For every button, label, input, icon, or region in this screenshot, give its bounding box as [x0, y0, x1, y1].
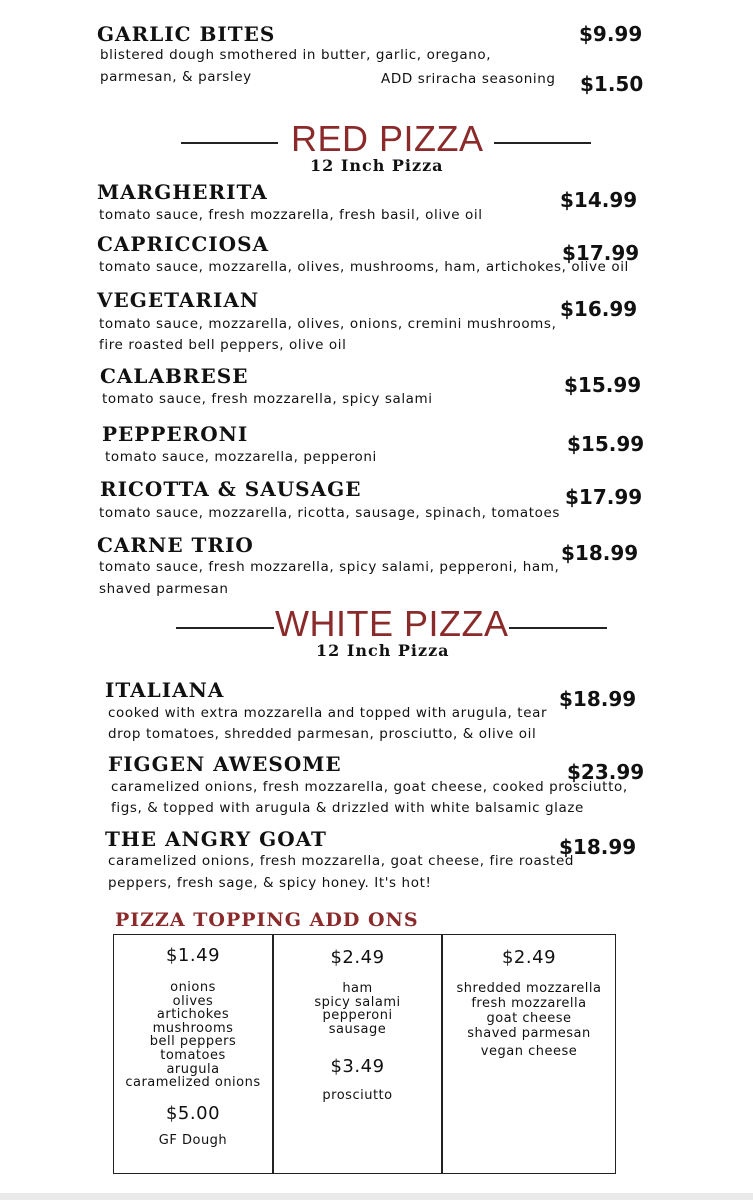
addon-item: spicy salami	[314, 994, 401, 1010]
item-price: $18.99	[559, 835, 637, 859]
addons-col-1	[114, 945, 272, 1147]
item-price: $15.99	[564, 373, 642, 397]
white-pizza-subtitle: 12 Inch Pizza	[316, 641, 450, 660]
addons-col-2	[274, 947, 441, 1103]
addon-item: fresh mozzarella	[471, 996, 587, 1011]
addon-item: ham	[342, 981, 373, 996]
item-desc-line1: caramelized onions, fresh mozzarella, goat cheese, fire roasted	[108, 853, 575, 869]
garlic-bites-price: $9.99	[579, 22, 643, 46]
addon-item: pepperoni	[322, 1008, 393, 1024]
addon-item: caramelized onions	[125, 1075, 261, 1091]
garlic-bites-desc-line2: parmesan, & parsley	[100, 69, 252, 85]
addons-col-1-price: $1.49	[165, 945, 221, 966]
addons-col-2-price-2: $3.49	[330, 1056, 385, 1078]
item-desc-line1: tomato sauce, fresh mozzarella, spicy salami, pepperoni, ham,	[99, 559, 560, 575]
item-name: ITALIANA	[105, 678, 225, 702]
white-pizza-title: WHITE PIZZA	[275, 603, 509, 644]
red-pizza-rule-right	[494, 142, 591, 144]
addons-col-1-price-2: $5.00	[165, 1102, 221, 1124]
garlic-bites-name: GARLIC BITES	[97, 22, 276, 46]
addon-item: sausage	[328, 1021, 387, 1037]
item-price: $17.99	[562, 241, 640, 265]
addon-item: artichokes	[156, 1007, 230, 1023]
red-pizza-title: RED PIZZA	[291, 118, 484, 159]
red-pizza-rule-left	[181, 142, 278, 144]
addons-title: PIZZA TOPPING ADD ONS	[115, 909, 419, 931]
addon-item: olives	[172, 993, 214, 1009]
red-pizza-subtitle: 12 Inch Pizza	[310, 156, 444, 175]
garlic-bites-desc-line1: blistered dough smothered in butter, garlic, oregano,	[100, 47, 492, 63]
addons-col-3	[443, 947, 615, 1059]
item-name: FIGGEN AWESOME	[108, 752, 342, 776]
item-name: CARNE TRIO	[97, 533, 254, 557]
item-desc: tomato sauce, mozzarella, pepperoni	[105, 449, 377, 465]
item-desc: tomato sauce, fresh mozzarella, fresh basil, olive oil	[99, 207, 483, 223]
white-pizza-rule-right	[509, 627, 607, 629]
item-price: $15.99	[567, 432, 645, 456]
item-name: MARGHERITA	[97, 180, 268, 204]
addon-item: shredded mozzarella	[456, 981, 602, 996]
addons-col-2-price: $2.49	[330, 947, 385, 968]
addon-item: mushrooms	[152, 1020, 234, 1036]
item-desc-line2: drop tomatoes, shredded parmesan, prosciutto, & olive oil	[108, 726, 537, 742]
bottom-edge	[0, 1193, 753, 1200]
addon-item: vegan cheese	[480, 1044, 578, 1059]
addon-item-prosciutto: prosciutto	[322, 1088, 393, 1104]
addons-col-3-price: $2.49	[501, 947, 557, 968]
item-desc: tomato sauce, mozzarella, ricotta, sausage, spinach, tomatoes	[99, 505, 561, 521]
item-price: $18.99	[559, 687, 637, 711]
item-desc: tomato sauce, fresh mozzarella, spicy salami	[102, 391, 433, 407]
addon-item: arugula	[166, 1061, 220, 1077]
white-pizza-rule-left	[176, 627, 274, 629]
item-desc-line2: figs, & topped with arugula & drizzled with white balsamic glaze	[111, 800, 584, 816]
addon-item: bell peppers	[149, 1034, 237, 1050]
item-desc-line2: peppers, fresh sage, & spicy honey. It's hot!	[108, 875, 432, 891]
item-name: THE ANGRY GOAT	[105, 827, 327, 851]
item-price: $23.99	[567, 760, 645, 784]
item-name: VEGETARIAN	[97, 288, 260, 312]
addon-item: shaved parmesan	[467, 1026, 591, 1041]
item-price: $18.99	[561, 541, 639, 565]
item-desc-line1: tomato sauce, mozzarella, olives, onions, cremini mushrooms,	[99, 316, 557, 332]
item-price: $16.99	[560, 297, 638, 321]
addon-item-gf-dough: GF Dough	[158, 1132, 228, 1148]
addon-item: tomatoes	[160, 1047, 226, 1063]
addon-item: onions	[170, 980, 216, 995]
item-desc: tomato sauce, mozzarella, olives, mushrooms, ham, artichokes, olive oil	[99, 259, 629, 275]
item-name: RICOTTA & SAUSAGE	[100, 477, 362, 501]
item-desc-line1: caramelized onions, fresh mozzarella, goat cheese, cooked prosciutto,	[111, 779, 628, 795]
item-price: $14.99	[560, 188, 638, 212]
item-desc-line2: fire roasted bell peppers, olive oil	[99, 337, 347, 353]
sriracha-addon-label: ADD sriracha seasoning	[381, 71, 556, 87]
item-name: CAPRICCIOSA	[97, 232, 270, 256]
sriracha-addon-price: $1.50	[580, 72, 644, 96]
item-desc-line1: cooked with extra mozzarella and topped with arugula, tear	[108, 705, 548, 721]
item-desc-line2: shaved parmesan	[99, 581, 229, 597]
item-name: CALABRESE	[100, 364, 249, 388]
addon-item: goat cheese	[486, 1011, 572, 1026]
item-price: $17.99	[565, 485, 643, 509]
item-name: PEPPERONI	[102, 422, 249, 446]
